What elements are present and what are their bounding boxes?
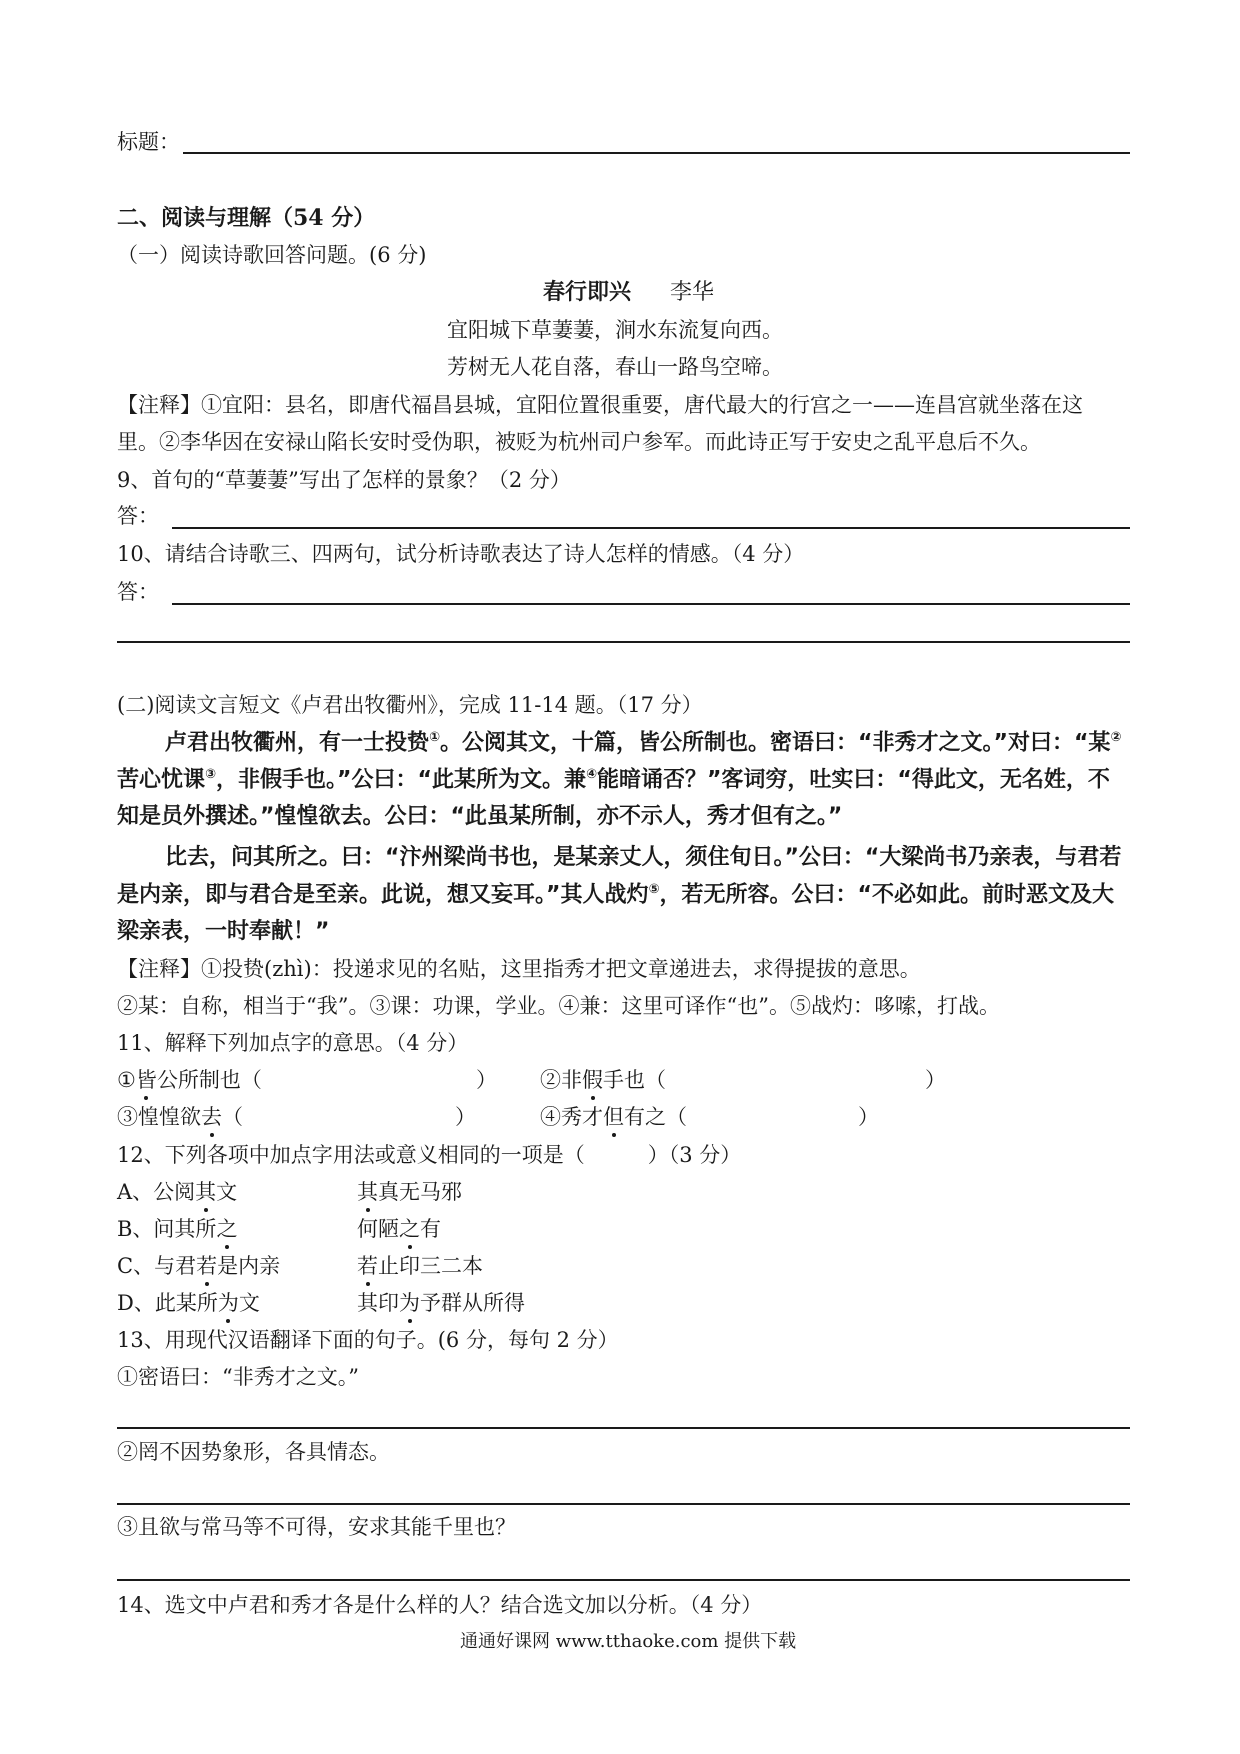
passage-note-line-2: ②某：自称，相当于“我”。③课：功课，学业。④兼：这里可译作“也”。⑤战灼：哆嗦，打战。 (117, 994, 1000, 1018)
answer-line-q9[interactable] (172, 527, 1130, 529)
part1-instruction: （一）阅读诗歌回答问题。(6 分) (117, 243, 427, 267)
q11-item-3: ③惶惶欲去（ (117, 1105, 243, 1129)
answer-line-q13-2[interactable] (117, 1503, 1130, 1505)
passage-p2-line-2: 是内亲，即与君合是至亲。此说，想又妄耳。”其人战灼⑤，若无所容。公曰：“不必如此。前时恶文及大 (117, 882, 1114, 908)
q12-option-b: B、问其所之 (117, 1217, 238, 1241)
title-label: 标题： (117, 130, 180, 154)
passage-p1-line-2: 苦心忧课③，非假手也。”公曰：“此某所为文。兼④能暗诵否？”客词穷，吐实曰：“得此文，无名姓，不 (117, 767, 1110, 793)
answer-line-q13-3[interactable] (117, 1579, 1130, 1581)
q12-option-c: C、与君若是内亲 (117, 1254, 281, 1278)
question-12: 12、下列各项中加点字用法或意义相同的一项是（ ）（3 分） (117, 1143, 742, 1167)
q13-sentence-3: ③且欲与常马等不可得，安求其能千里也？ (117, 1515, 516, 1539)
question-13: 13、用现代汉语翻译下面的句子。(6 分，每句 2 分） (117, 1328, 619, 1352)
poem-line-1: 宜阳城下草萋萋，涧水东流复向西。 (447, 318, 783, 342)
q12-option-a: A、公阅其文 (117, 1180, 238, 1204)
poem-note-line-2: 里。②李华因在安禄山陷长安时受伪职，被贬为杭州司户参军。而此诗正写于安史之乱平息后不久。 (117, 430, 1041, 454)
passage-p1-line-3: 知是员外撰述。”惶惶欲去。公曰：“此虽某所制，亦不示人，秀才但有之。” (117, 804, 843, 829)
passage-p1-line-1: 卢君出牧衢州，有一士投贽①。公阅其文，十篇，皆公所制也。密语曰：“非秀才之文。”对曰：“某② (165, 730, 1122, 756)
answer-line-q10-b[interactable] (117, 641, 1130, 643)
q11-item-2-close: ） (925, 1068, 946, 1092)
q11-item-1: ①皆公所制也（ (117, 1068, 262, 1092)
answer-line-q10-a[interactable] (172, 603, 1130, 605)
question-11: 11、解释下列加点字的意思。（4 分） (117, 1031, 469, 1055)
q12-option-c-compare: 若止印三二本 (357, 1254, 483, 1278)
q12-option-d-compare: 其印为予群从所得 (357, 1291, 525, 1315)
section-heading: 二、阅读与理解（54 分） (117, 205, 376, 231)
q12-option-a-compare: 其真无马邪 (357, 1180, 462, 1204)
answer-label-q9: 答： (117, 504, 159, 528)
poem-note-line-1: 【注释】①宜阳：县名，即唐代福昌县城，宜阳位置很重要，唐代最大的行宫之一——连昌宫就坐落在这 (117, 393, 1083, 417)
passage-note-line-1: 【注释】①投贽(zhì)：投递求见的名贴，这里指秀才把文章递进去，求得提拔的意思。 (117, 957, 921, 981)
poem-line-2: 芳树无人花自落，春山一路鸟空啼。 (447, 355, 783, 379)
passage-p2-line-3: 梁亲表，一时奉献！” (117, 919, 330, 944)
q12-option-b-compare: 何陋之有 (357, 1217, 441, 1241)
q11-item-3-close: ） (455, 1105, 476, 1129)
q11-item-4: ④秀才但有之（ (540, 1105, 687, 1129)
page-footer: 通通好课网 www.tthaoke.com 提供下载 (460, 1631, 797, 1652)
q13-sentence-2: ②罔不因势象形，各具情态。 (117, 1440, 390, 1464)
q12-option-d: D、此某所为文 (117, 1291, 260, 1315)
title-answer-line[interactable] (183, 152, 1130, 154)
question-10: 10、请结合诗歌三、四两句，试分析诗歌表达了诗人怎样的情感。（4 分） (117, 542, 805, 566)
q11-item-2: ②非假手也（ (540, 1068, 666, 1092)
question-9: 9、首句的“草萋萋”写出了怎样的景象？（2 分） (117, 468, 571, 492)
poem-author: 李华 (670, 280, 715, 305)
q11-item-1-close: ） (476, 1068, 497, 1092)
passage-p2-line-1: 比去，问其所之。曰：“汴州梁尚书也，是某亲丈人，须住旬日。”公曰：“大梁尚书乃亲表，与君若 (165, 845, 1122, 870)
part2-instruction: (二)阅读文言短文《卢君出牧衢州》，完成 11-14 题。（17 分） (117, 693, 703, 717)
q13-sentence-1: ①密语曰：“非秀才之文。” (117, 1365, 359, 1389)
answer-line-q13-1[interactable] (117, 1427, 1130, 1429)
poem-title-row (543, 280, 714, 306)
question-14: 14、选文中卢君和秀才各是什么样的人？结合选文加以分析。（4 分） (117, 1593, 763, 1617)
answer-label-q10: 答： (117, 580, 159, 604)
poem-title: 春行即兴 (543, 280, 632, 305)
q11-item-4-close: ） (858, 1105, 879, 1129)
